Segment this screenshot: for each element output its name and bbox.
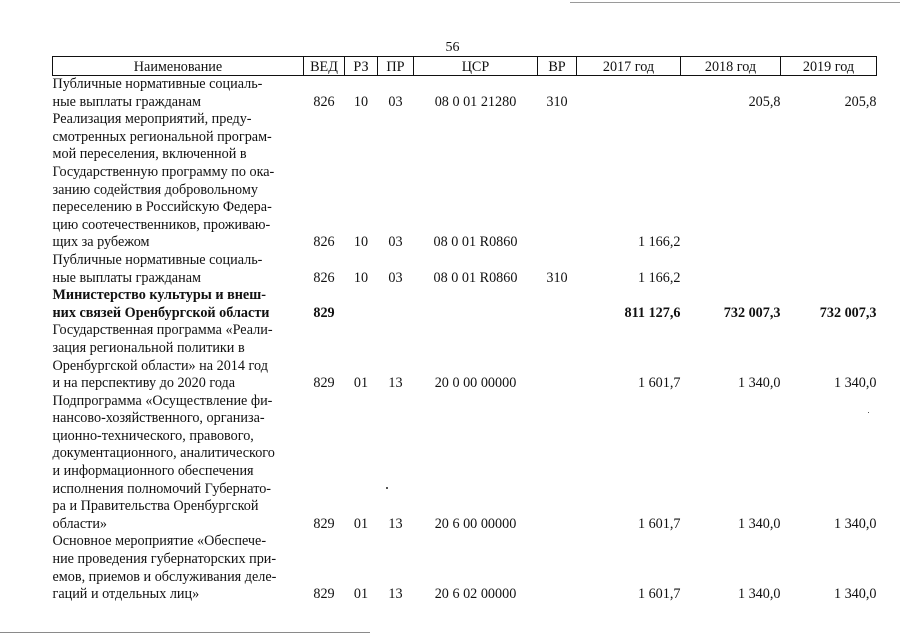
- column-header-ved: ВЕД: [304, 57, 345, 76]
- name-line: гаций и отдельных лиц»: [52, 586, 200, 603]
- cell-csr: 08 0 01 R0860: [433, 234, 518, 251]
- cell-name: [53, 393, 304, 534]
- cell-2017: 1 166,2: [637, 269, 681, 286]
- name-line: переселению в Российскую Федера-: [52, 199, 272, 216]
- name-line: щих за рубежом: [52, 234, 150, 251]
- table-row: [53, 393, 877, 534]
- name-line: и информационного обеспечения: [52, 463, 254, 480]
- cell-2017: 1 601,7: [637, 586, 681, 603]
- name-line: мой переселения, включенной в: [52, 146, 247, 163]
- cell-2018: [681, 252, 781, 287]
- name-line: Публичные нормативные социаль-: [52, 76, 263, 92]
- cell-csr: [414, 287, 538, 322]
- name-line: Государственную программу по ока-: [52, 163, 275, 180]
- name-line: ра и Правительства Оренбургской: [52, 498, 259, 515]
- cell-name: [53, 287, 304, 322]
- name-line: Публичные нормативные социаль-: [52, 251, 263, 268]
- cell-rz: 01: [353, 586, 369, 603]
- cell-2019: 1 340,0: [833, 515, 877, 532]
- cell-2018: 1 340,0: [737, 586, 781, 603]
- name-line: и на перспективу до 2020 года: [52, 375, 236, 392]
- name-line: Реализация мероприятий, преду-: [52, 111, 252, 128]
- cell-pr: 13: [388, 515, 403, 532]
- column-header-2018: 2018 год: [681, 57, 781, 76]
- column-header-pr: ПР: [378, 57, 414, 76]
- name-line: Подпрограмма «Осуществление фи-: [52, 392, 273, 409]
- scan-artifact-line: [0, 632, 370, 633]
- cell-2017: 1 601,7: [637, 515, 681, 532]
- cell-pr: [378, 287, 414, 322]
- cell-vr: [538, 393, 577, 534]
- cell-csr: 20 6 00 00000: [434, 515, 517, 532]
- name-line: цию соотечественников, проживаю-: [52, 216, 271, 233]
- cell-2019: 732 007,3: [819, 304, 877, 321]
- table-header-row: [53, 57, 877, 76]
- table-body: [53, 76, 877, 604]
- cell-ved: 826: [313, 269, 335, 286]
- cell-vr: 310: [546, 269, 568, 286]
- table-row: [53, 533, 877, 603]
- cell-2019: 1 340,0: [833, 586, 877, 603]
- cell-2018: 732 007,3: [723, 304, 781, 321]
- name-line: области»: [52, 515, 108, 532]
- name-line: документационного, аналитического: [52, 445, 275, 462]
- name-line: Министерство культуры и внеш-: [52, 287, 266, 304]
- cell-ved: 826: [313, 234, 335, 251]
- column-header-2017: 2017 год: [577, 57, 681, 76]
- cell-2018: 205,8: [748, 93, 781, 110]
- table-row: [53, 111, 877, 252]
- name-line: занию содействия добровольному: [52, 181, 258, 198]
- name-line: исполнения полномочий Губернато-: [52, 480, 272, 497]
- cell-ved: 829: [313, 375, 335, 392]
- name-line: зация региональной политики в: [52, 339, 245, 356]
- table-row: [53, 76, 877, 112]
- cell-2019: [781, 111, 877, 252]
- budget-table: [52, 56, 877, 604]
- scan-speck: [868, 412, 869, 413]
- name-line: Оренбургской области» на 2014 год: [52, 357, 268, 374]
- cell-csr: 08 0 01 R0860: [433, 269, 518, 286]
- column-header-name: Наименование: [53, 57, 304, 76]
- column-header-vr: ВР: [538, 57, 577, 76]
- name-line: ные выплаты гражданам: [52, 93, 201, 110]
- table-row: [53, 287, 877, 322]
- cell-pr: 13: [388, 375, 403, 392]
- cell-2019: 205,8: [844, 93, 877, 110]
- cell-name: [53, 252, 304, 287]
- name-line: Государственная программа «Реали-: [52, 322, 273, 339]
- cell-2017: [577, 76, 681, 112]
- cell-rz: 10: [353, 234, 369, 251]
- name-line: нансово-хозяйственного, организа-: [52, 410, 265, 427]
- name-line: ние проведения губернаторских при-: [52, 551, 277, 568]
- cell-2018: 1 340,0: [737, 515, 781, 532]
- cell-rz: 10: [353, 269, 369, 286]
- cell-rz: 01: [353, 515, 369, 532]
- name-line: ционно-технического, правового,: [52, 427, 254, 444]
- name-line: емов, приемов и обслуживания деле-: [52, 568, 277, 585]
- scan-speck: [386, 487, 388, 489]
- cell-vr: [538, 287, 577, 322]
- cell-2017: 1 601,7: [637, 375, 681, 392]
- cell-2017: 811 127,6: [624, 304, 681, 321]
- name-line: смотренных региональной програм-: [52, 128, 272, 145]
- column-header-rz: РЗ: [345, 57, 378, 76]
- table-row: [53, 252, 877, 287]
- cell-name: [53, 76, 304, 112]
- cell-name: [53, 322, 304, 392]
- cell-csr: 20 0 00 00000: [434, 375, 517, 392]
- table-row: [53, 322, 877, 392]
- column-header-2019: 2019 год: [781, 57, 877, 76]
- cell-vr: [538, 111, 577, 252]
- page-number: 56: [445, 40, 460, 55]
- cell-pr: 03: [388, 269, 403, 286]
- cell-csr: 08 0 01 21280: [434, 93, 517, 110]
- cell-ved: 829: [313, 586, 335, 603]
- cell-ved: 829: [313, 515, 335, 532]
- cell-name: [53, 533, 304, 603]
- cell-csr: 20 6 02 00000: [434, 586, 517, 603]
- cell-2019: [781, 252, 877, 287]
- cell-rz: 01: [353, 375, 369, 392]
- cell-ved: 829: [313, 304, 335, 321]
- column-header-csr: ЦСР: [414, 57, 538, 76]
- cell-rz: [345, 287, 378, 322]
- cell-2018: [681, 111, 781, 252]
- cell-pr: 03: [388, 93, 403, 110]
- cell-vr: 310: [546, 93, 568, 110]
- name-line: ные выплаты гражданам: [52, 269, 201, 286]
- scan-artifact-line: [570, 2, 900, 3]
- cell-2018: 1 340,0: [737, 375, 781, 392]
- cell-2019: 1 340,0: [833, 375, 877, 392]
- cell-2017: 1 166,2: [637, 234, 681, 251]
- cell-pr: 03: [388, 234, 403, 251]
- name-line: Основное мероприятие «Обеспече-: [52, 533, 267, 550]
- cell-rz: 10: [353, 93, 369, 110]
- cell-vr: [538, 533, 577, 603]
- cell-vr: [538, 322, 577, 392]
- cell-pr: 13: [388, 586, 403, 603]
- cell-name: [53, 111, 304, 252]
- cell-ved: 826: [313, 93, 335, 110]
- name-line: них связей Оренбургской области: [52, 304, 270, 321]
